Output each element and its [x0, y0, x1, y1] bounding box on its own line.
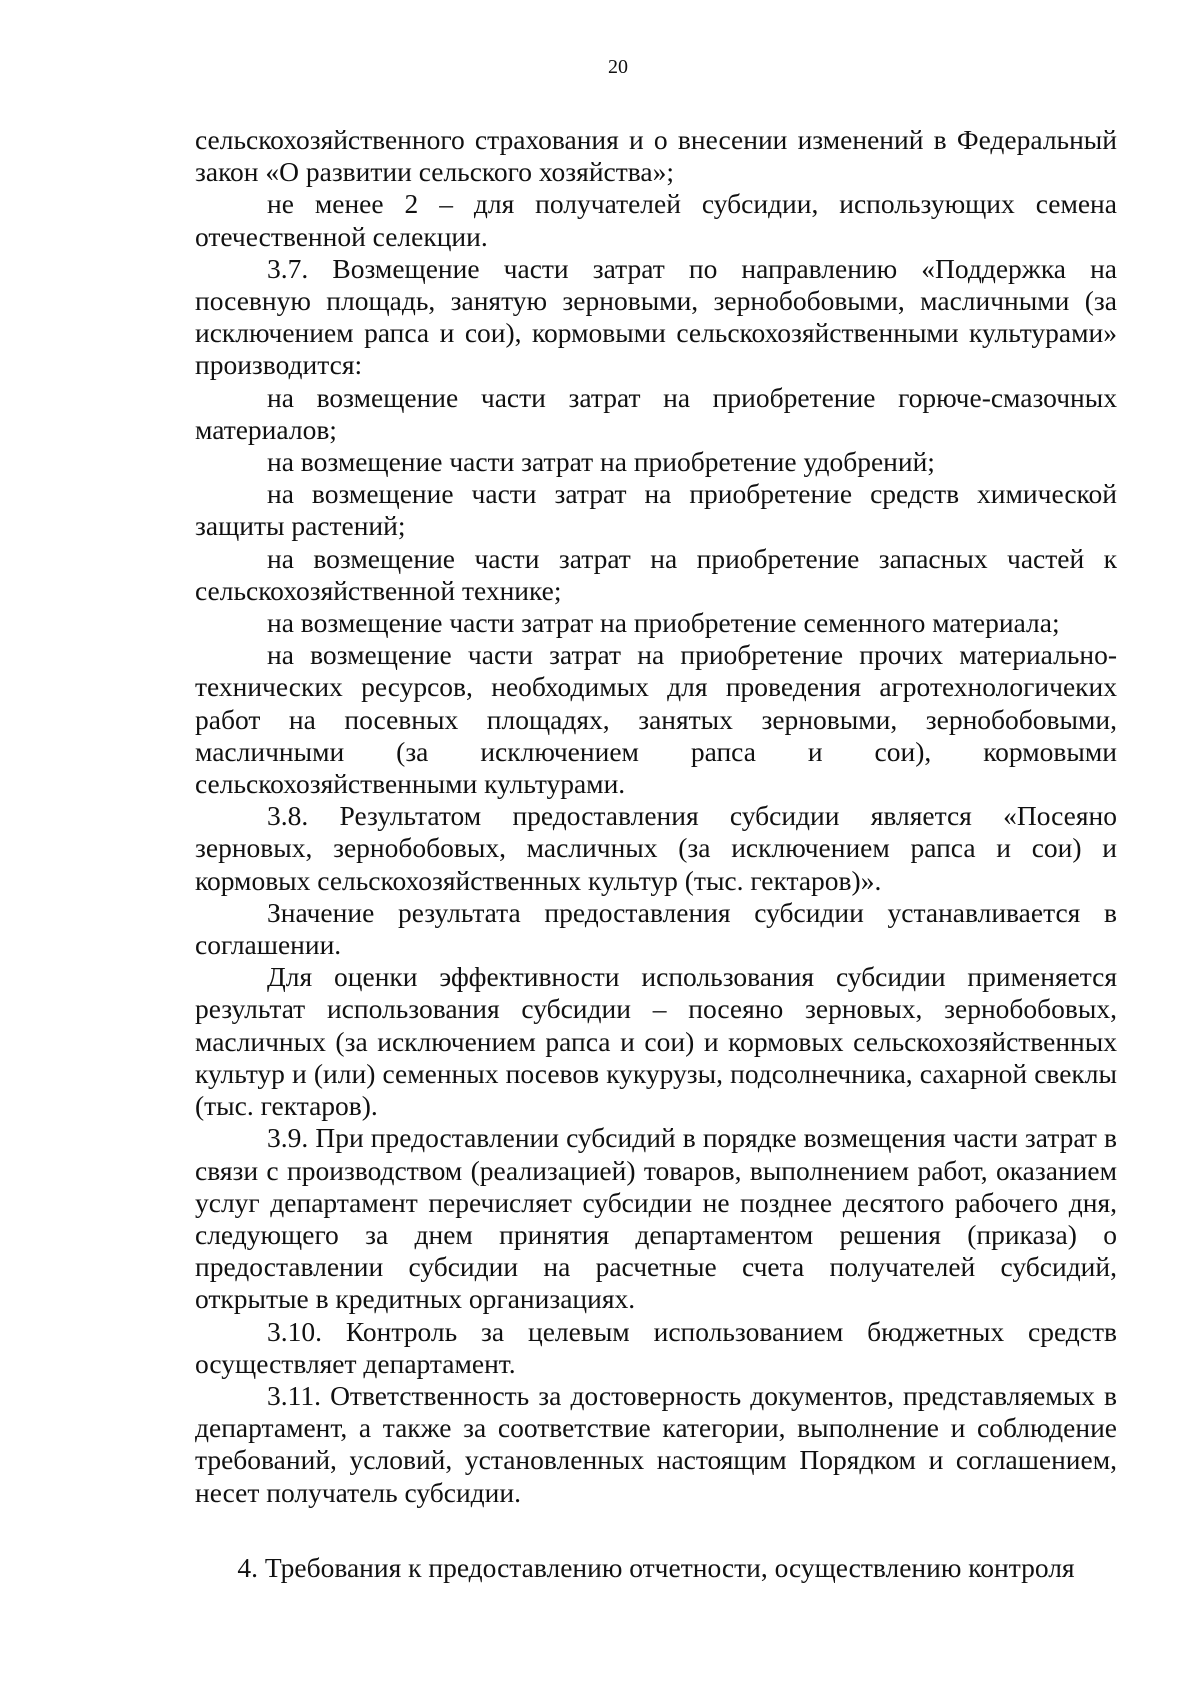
paragraph-clause-3-7: 3.7. Возмещение части затрат по направлению «Поддержка на посевную площадь, занятую зерновыми, зернобобовыми, масличными (за исключением рапса и сои), кормовыми сельскохозяйственными культурами» производится: — [195, 252, 1117, 381]
list-item-seed-material: на возмещение части затрат на приобретение семенного материала; — [267, 607, 1060, 639]
list-item-other-resources: на возмещение части затрат на приобретение прочих материально-технических ресурсов, необходимых для проведения агротехнологичеких работ на посевных площадях, занятых зерновыми, зернобобовыми, масличными (за исключением рапса и сои), кормовыми сельскохозяйственными культурами. — [195, 639, 1117, 800]
paragraph-clause-3-10: 3.10. Контроль за целевым использованием бюджетных средств осуществляет департамент. — [195, 1315, 1117, 1379]
list-item-fuel: на возмещение части затрат на приобретение горюче-смазочных материалов; — [195, 381, 1117, 445]
section-heading: 4. Требования к предоставлению отчетности, осуществлению контроля — [237, 1552, 1075, 1583]
paragraph-clause-3-8: 3.8. Результатом предоставления субсидии является «Посеяно зерновых, зернобобовых, масличных (за исключением рапса и сои) и кормовых сельскохозяйственных культур (тыс. гектаров)». — [195, 800, 1117, 896]
list-item-spare-parts: на возмещение части затрат на приобретение запасных частей к сельскохозяйственной технике; — [195, 542, 1117, 606]
paragraph-clause-3-9: 3.9. При предоставлении субсидий в порядке возмещения части затрат в связи с производством (реализацией) товаров, выполнением работ, оказанием услуг департамент перечисляет субсидии не позднее десятого рабочего дня, следующего за днем принятия департаментом решения (приказа) о предоставлении субсидии на расчетные счета получателей субсидий, открытые в кредитных организациях. — [195, 1122, 1117, 1315]
list-item-fertilizers: на возмещение части затрат на приобретение удобрений; — [267, 446, 935, 478]
paragraph-efficiency: Для оценки эффективности использования субсидии применяется результат использования субсидии – посеяно зерновых, зернобобовых, масличных (за исключением рапса и сои) и кормовых сельскохозяйственных культур и (или) семенных посевов кукурузы, подсолнечника, сахарной свеклы (тыс. гектаров). — [195, 961, 1117, 1122]
document-body — [195, 124, 1117, 1509]
paragraph: не менее 2 – для получателей субсидии, использующих семена отечественной селекции. — [195, 188, 1117, 252]
paragraph-clause-3-11: 3.11. Ответственность за достоверность документов, представляемых в департамент, а также за соответствие категории, выполнение и соблюдение требований, условий, установленных настоящим Порядком и соглашением, несет получатель субсидии. — [195, 1379, 1117, 1508]
paragraph-continuation: сельскохозяйственного страхования и о внесении изменений в Федеральный закон «О развитии сельского хозяйства»; — [195, 124, 1117, 188]
paragraph-result-value: Значение результата предоставления субсидии устанавливается в соглашении. — [195, 896, 1117, 961]
page-number: 20 — [608, 56, 628, 78]
list-item-plant-protection: на возмещение части затрат на приобретение средств химической защиты растений; — [195, 478, 1117, 542]
